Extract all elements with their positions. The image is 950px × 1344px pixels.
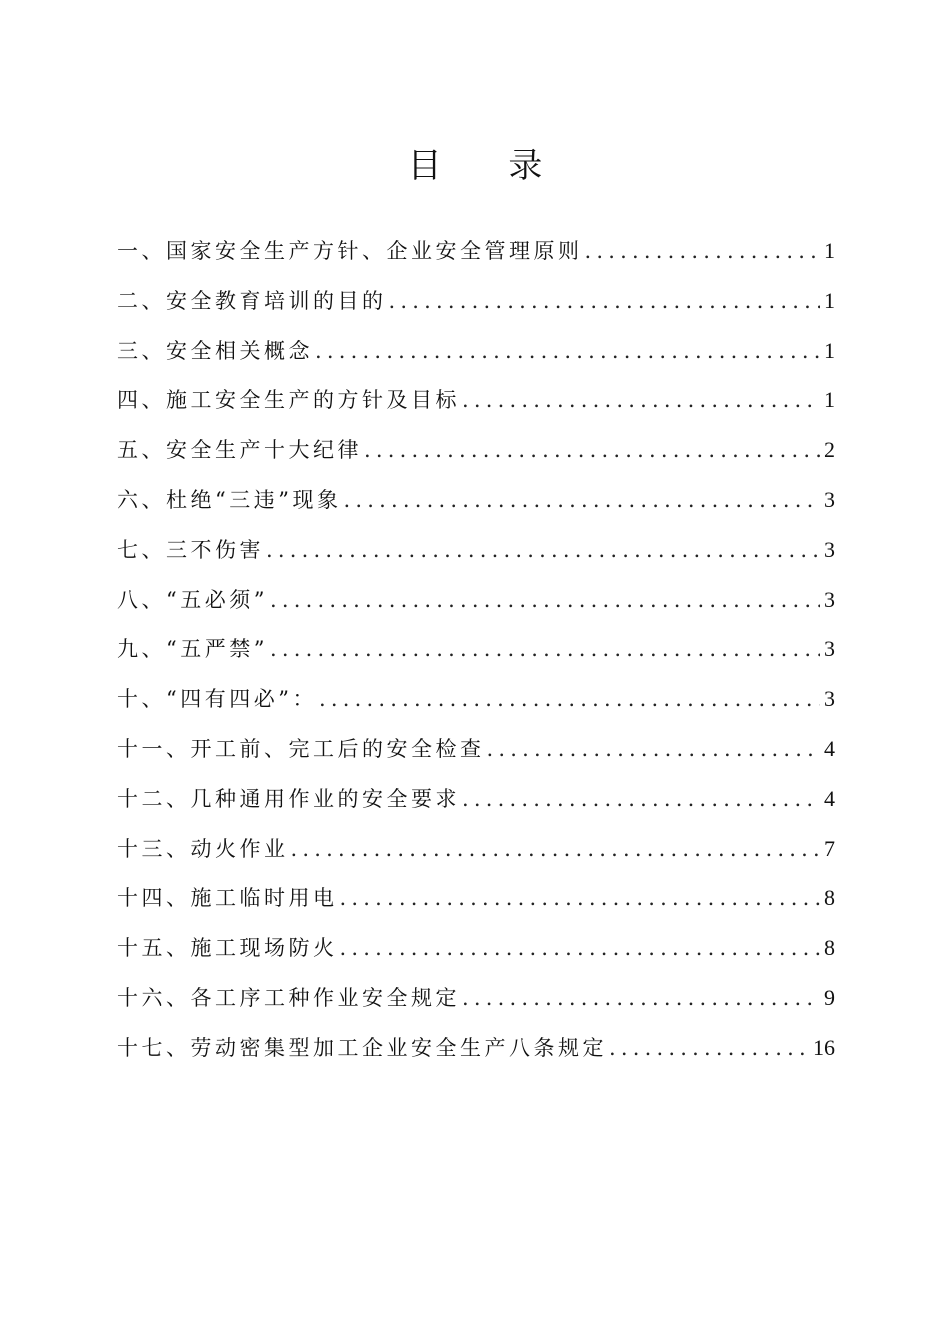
toc-dot-leader — [270, 576, 820, 626]
toc-entry-text: 十七、劳动密集型加工企业安全生产八条规定 — [117, 1035, 607, 1060]
toc-page-number: 3 — [824, 486, 835, 512]
toc-entry-text: 六、杜绝“三违”现象 — [117, 487, 342, 512]
toc-entry[interactable] — [117, 575, 835, 625]
toc-dot-leader — [389, 277, 821, 327]
toc-dot-leader — [462, 775, 820, 825]
toc-entry-text: 九、“五严禁” — [117, 637, 268, 662]
toc-page-number: 3 — [824, 536, 835, 562]
toc-dot-leader — [340, 924, 821, 974]
toc-entry[interactable] — [117, 375, 835, 425]
toc-dot-leader — [315, 327, 820, 377]
page-title: 目 录 — [407, 146, 571, 186]
toc-entry[interactable] — [117, 276, 835, 326]
table-of-contents — [117, 226, 835, 1073]
toc-entry[interactable] — [117, 674, 835, 724]
toc-page-number: 2 — [824, 437, 835, 463]
toc-dot-leader — [462, 974, 820, 1024]
toc-entry-text: 十一、开工前、完工后的安全检查 — [117, 736, 485, 761]
toc-dot-leader — [291, 825, 821, 875]
toc-entry-text: 十四、施工临时用电 — [117, 886, 338, 911]
toc-page-number: 3 — [824, 686, 835, 712]
toc-dot-leader — [343, 476, 820, 526]
toc-entry-text: 十五、施工现场防火 — [117, 936, 338, 961]
toc-entry[interactable] — [117, 624, 835, 674]
toc-entry-text: 十二、几种通用作业的安全要求 — [117, 786, 460, 811]
toc-dot-leader — [462, 376, 820, 426]
toc-entry[interactable] — [117, 425, 835, 475]
toc-entry[interactable] — [117, 475, 835, 525]
toc-page-number: 16 — [813, 1034, 835, 1060]
toc-dot-leader — [609, 1024, 809, 1074]
toc-dot-leader — [270, 625, 820, 675]
toc-page-number: 1 — [824, 337, 835, 363]
toc-dot-leader — [487, 725, 821, 775]
toc-entry-text: 十、“四有四必”： — [117, 687, 317, 712]
toc-dot-leader — [266, 526, 820, 576]
toc-dot-leader — [585, 227, 821, 277]
toc-page-number: 9 — [824, 984, 835, 1010]
toc-page-number: 1 — [824, 238, 835, 263]
toc-entry-text: 一、国家安全生产方针、企业安全管理原则 — [117, 239, 583, 263]
toc-page-number: 3 — [824, 636, 835, 662]
toc-entry-text: 七、三不伤害 — [117, 537, 264, 562]
toc-page-number: 1 — [824, 287, 835, 313]
toc-page-number: 3 — [824, 586, 835, 612]
toc-page-number: 1 — [824, 387, 835, 413]
toc-dot-leader — [319, 675, 820, 725]
toc-page-number: 4 — [824, 785, 835, 811]
toc-dot-leader — [364, 426, 820, 476]
toc-entry-text: 五、安全生产十大纪律 — [117, 438, 362, 463]
toc-entry[interactable] — [117, 774, 835, 824]
toc-entry-text: 十六、各工序工种作业安全规定 — [117, 985, 460, 1010]
toc-page-number: 7 — [824, 835, 835, 861]
toc-entry-text: 四、施工安全生产的方针及目标 — [117, 388, 460, 413]
toc-entry[interactable] — [117, 326, 835, 376]
toc-entry[interactable] — [117, 724, 835, 774]
toc-entry-text: 八、“五必须” — [117, 587, 268, 612]
toc-entry[interactable] — [117, 923, 835, 973]
toc-entry-text: 十三、动火作业 — [117, 836, 289, 861]
toc-entry[interactable] — [117, 973, 835, 1023]
toc-page-number: 4 — [824, 735, 835, 761]
toc-entry-text: 三、安全相关概念 — [117, 338, 313, 363]
toc-entry[interactable] — [117, 824, 835, 874]
toc-entry[interactable] — [117, 226, 835, 276]
toc-page-number: 8 — [824, 885, 835, 911]
toc-entry[interactable] — [117, 1023, 835, 1073]
toc-page-number: 8 — [824, 935, 835, 961]
toc-entry[interactable] — [117, 873, 835, 923]
toc-entry-text: 二、安全教育培训的目的 — [117, 288, 387, 313]
toc-dot-leader — [340, 874, 821, 924]
toc-entry[interactable] — [117, 525, 835, 575]
